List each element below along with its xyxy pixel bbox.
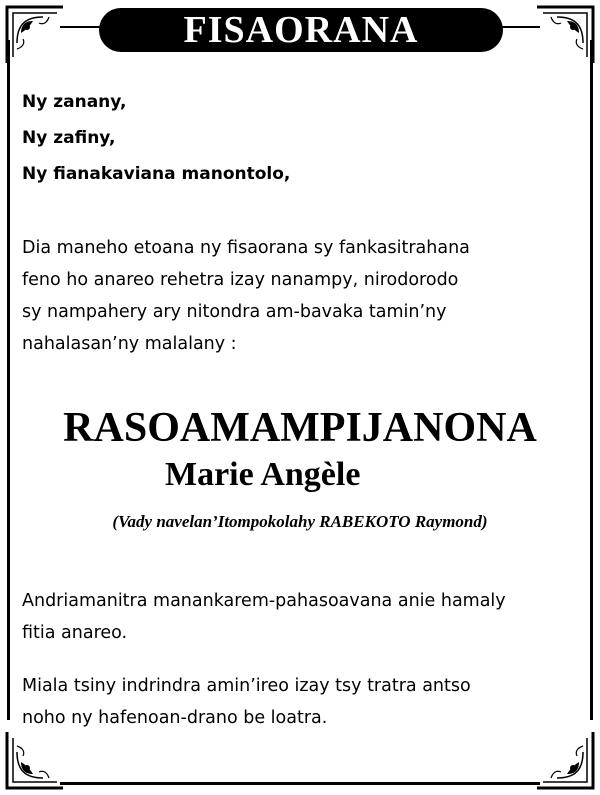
deceased-surname: RASOAMAMPIJANONA bbox=[63, 405, 537, 451]
closing-line: noho ny hafenoan-drano be loatra. bbox=[22, 708, 328, 728]
corner-flourish-icon bbox=[3, 728, 67, 792]
greeting-line-children: Ny zanany, bbox=[22, 92, 127, 112]
corner-flourish-icon bbox=[3, 3, 67, 67]
corner-flourish-icon bbox=[533, 728, 597, 792]
title-banner bbox=[99, 8, 503, 52]
blessing-paragraph bbox=[22, 585, 562, 649]
page-title: FISAORANA bbox=[183, 9, 419, 51]
intro-line: feno ho anareo rehetra izay nanampy, nirodorodo bbox=[22, 270, 459, 290]
deceased-given-names: Marie Angèle bbox=[165, 456, 361, 493]
frame-bottom-border bbox=[60, 782, 540, 785]
intro-line: nahalasan’ny malalany : bbox=[22, 334, 237, 354]
blessing-line: Andriamanitra manankarem-pahasoavana anie hamaly bbox=[22, 591, 506, 611]
intro-paragraph bbox=[22, 232, 562, 360]
greeting-line-grandchildren: Ny zafiny, bbox=[22, 128, 116, 148]
frame-right-border bbox=[590, 40, 593, 720]
intro-line: sy nampahery ary nitondra am-bavaka tamin’ny bbox=[22, 302, 447, 322]
intro-line: Dia maneho etoana ny fisaorana sy fankasitrahana bbox=[22, 238, 470, 258]
closing-line: Miala tsiny indrindra amin’ireo izay tsy tratra antso bbox=[22, 676, 471, 696]
corner-flourish-icon bbox=[533, 3, 597, 67]
spouse-note: (Vady navelan’Itompokolahy RABEKOTO Raymond) bbox=[112, 512, 488, 531]
blessing-line: fitia anareo. bbox=[22, 623, 128, 643]
frame-left-border bbox=[7, 40, 10, 720]
closing-paragraph bbox=[22, 670, 562, 734]
greeting-line-family: Ny fianakaviana manontolo, bbox=[22, 164, 291, 184]
